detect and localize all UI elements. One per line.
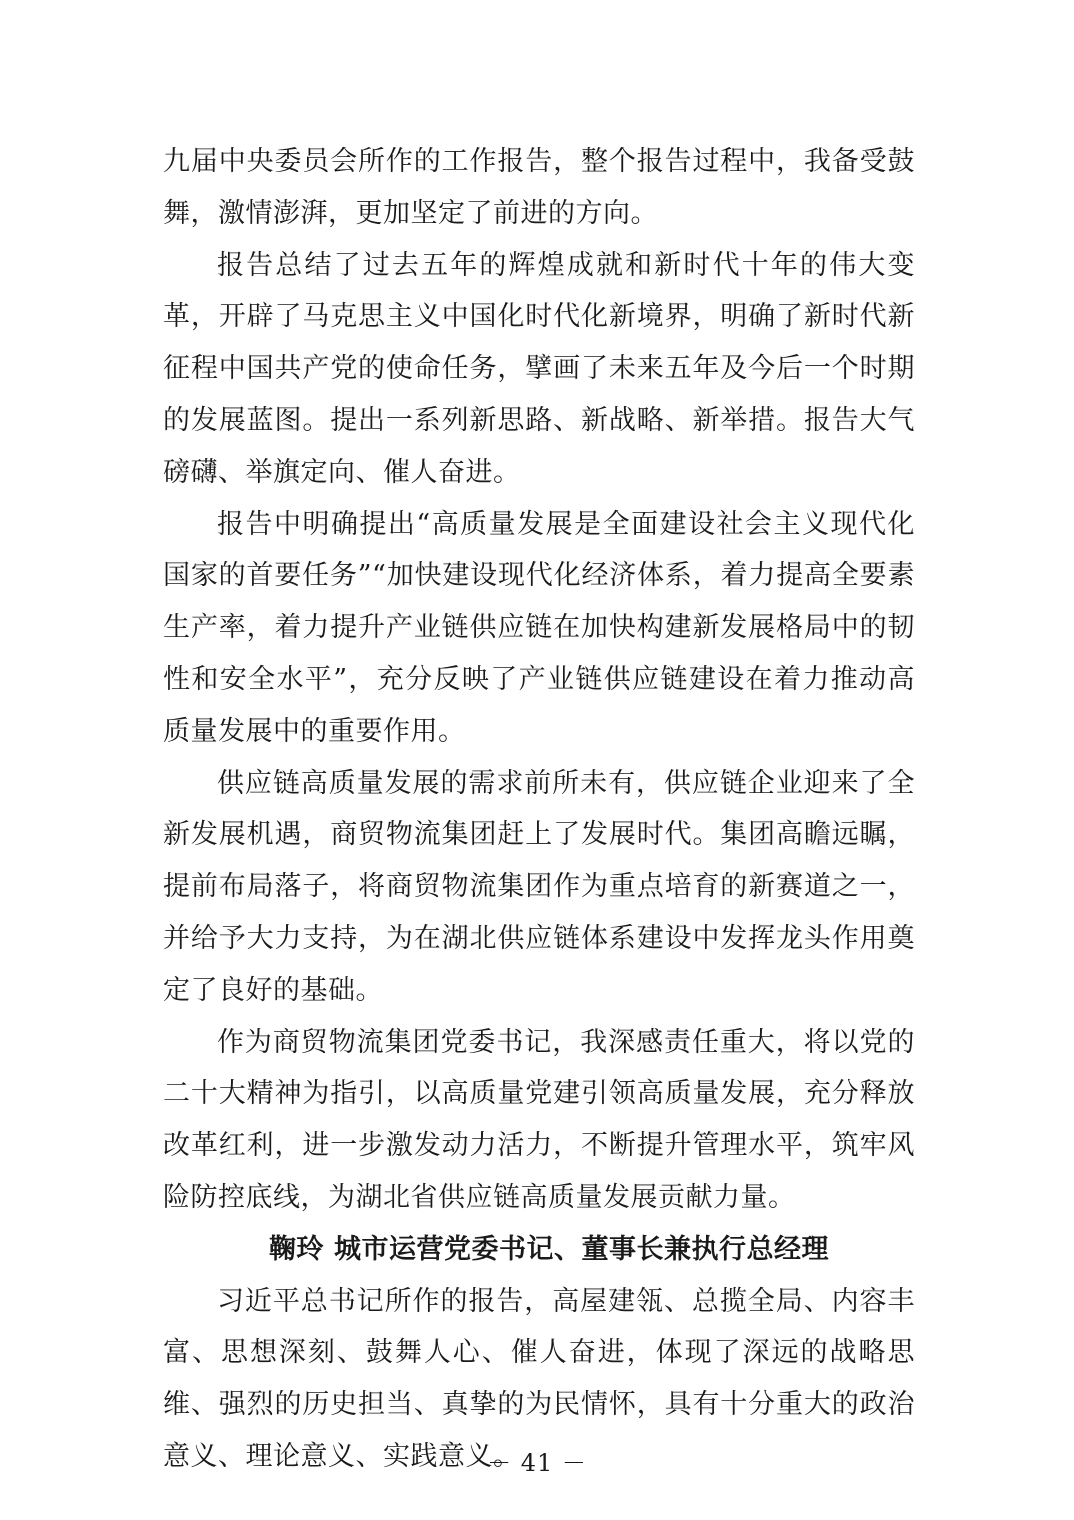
paragraph-report-significance: 习近平总书记所作的报告，高屋建瓴、总揽全局、内容丰富、思想深刻、鼓舞人心、催人奋进，体现了深远的战略思维、强烈的历史担当、真挚的为民情怀，具有十分重大的政治意义、理论意义、实践意义。	[163, 1285, 915, 1472]
document-body	[163, 136, 915, 1483]
paragraph-supply-chain-opportunity: 供应链高质量发展的需求前所未有，供应链企业迎来了全新发展机遇，商贸物流集团赶上了发展时代。集团高瞻远瞩，提前布局落子，将商贸物流集团作为重点培育的新赛道之一，并给予大力支持，为在湖北供应链体系建设中发挥龙头作用奠定了良好的基础。	[163, 767, 915, 1006]
paragraph-report-summary: 报告总结了过去五年的辉煌成就和新时代十年的伟大变革，开辟了马克思主义中国化时代化新境界，明确了新时代新征程中国共产党的使命任务，擘画了未来五年及今后一个时期的发展蓝图。提出一系列新思路、新战略、新举措。报告大气磅礴、举旗定向、催人奋进。	[163, 249, 915, 488]
paragraph-continuation: 九届中央委员会所作的工作报告，整个报告过程中，我备受鼓舞，激情澎湃，更加坚定了前进的方向。	[163, 146, 915, 229]
speaker-heading: 鞠玲 城市运营党委书记、董事长兼执行总经理	[269, 1233, 829, 1265]
paragraph-party-secretary-commitment: 作为商贸物流集团党委书记，我深感责任重大，将以党的二十大精神为指引，以高质量党建引领高质量发展，充分释放改革红利，进一步激发动力活力，不断提升管理水平，筑牢风险防控底线，为湖北省供应链高质量发展贡献力量。	[163, 1026, 915, 1213]
page-number: － 41 －	[487, 1449, 587, 1477]
paragraph-high-quality-development: 报告中明确提出“高质量发展是全面建设社会主义现代化国家的首要任务”“加快建设现代化经济体系，着力提高全要素生产率，着力提升产业链供应链在加快构建新发展格局中的韧性和安全水平”，充分反映了产业链供应链建设在着力推动高质量发展中的重要作用。	[163, 508, 915, 747]
